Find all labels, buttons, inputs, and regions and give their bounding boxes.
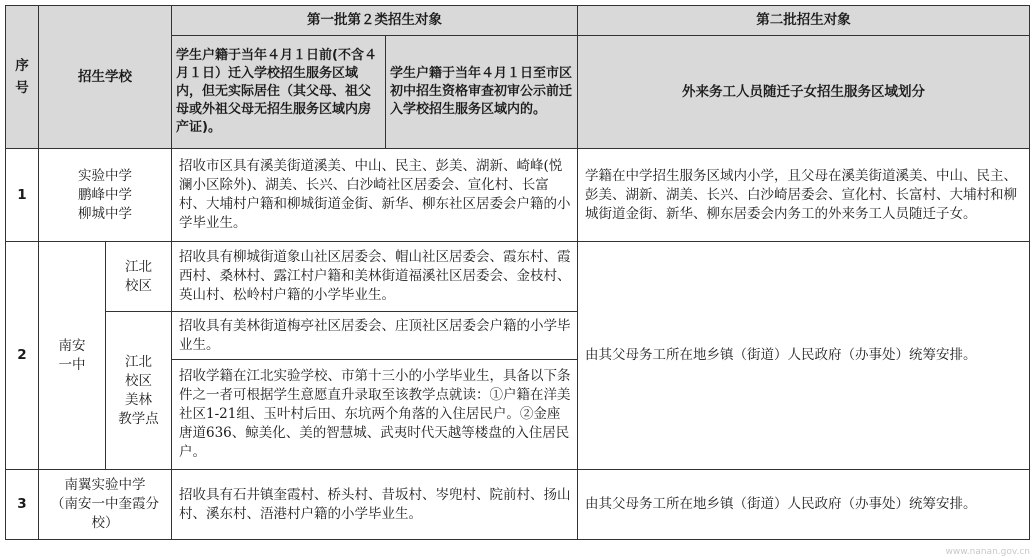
row-2-number: 2 [6,242,39,470]
row-2-batch1-meilin-direct: 招收学籍在江北实验学校、市第十三小的小学毕业生，具备以下条件之一者可根据学生意愿直升录取至该教学点就读：①户籍在洋美社区1-21组、玉叶村后田、东坑两个角落的入住居民户。②金座唐道636、鲸美化、美的智慧城、武夷时代天越等楼盘的入住居民户。 [172,360,578,470]
row-3-number: 3 [6,470,39,540]
header-school: 招生学校 [39,6,172,149]
row-2-batch1-jiangbei: 招收具有柳城街道象山社区居委会、帽山社区居委会、霞东村、霞西村、桑林村、露江村户籍和美林街道福溪社区居委会、金枝村、英山村、松岭村户籍的小学毕业生。 [172,242,578,312]
admission-table [5,5,1030,540]
row-1-school-text: 实验中学 鹏峰中学 柳城中学 [78,167,132,222]
header-seq-text: 序 号 [15,58,29,96]
row-2-campus-meilin-text: 江北 校区 美林 教学点 [118,353,159,427]
watermark: www.nanan.gov.cn [945,547,1030,557]
header-batch2: 第二批招生对象 [578,6,1030,36]
row-2-school-text: 南安 一中 [58,337,86,373]
row-1-school [39,149,172,242]
header-batch1-type2: 第一批第２类招生对象 [172,6,578,36]
row-3-batch1: 招收具有石井镇奎霞村、桥头村、昔坂村、岑兜村、院前村、扬山村、溪东村、浯港村户籍的小学毕业生。 [172,470,578,540]
row-2-campus-meilin [106,312,172,470]
row-2-campus-jiangbei [106,242,172,312]
row-2-school [39,242,106,470]
row-1-batch2: 学籍在中学招生服务区域内小学，且父母在溪美街道溪美、中山、民主、彭美、湖新、湖美、长兴、白沙崎居委会、宣化村、长富村、大埔村和柳城街道金街、新华、柳东居委会内务工的外来务工人员随迁子女。 [578,149,1030,242]
row-3-batch2: 由其父母务工所在地乡镇（街道）人民政府（办事处）统筹安排。 [578,470,1030,540]
row-1-number: 1 [6,149,39,242]
header-seq [6,6,39,149]
row-3-school-text: 南翼实验中学 （南安一中奎霞分校） [51,477,159,531]
row-1-batch1: 招收市区具有溪美街道溪美、中山、民主、彭美、湖新、崎峰(悦澜小区除外)、湖美、长兴、白沙崎社区居委会、宣化村、长富村、大埔村户籍和柳城街道金街、新华、柳东社区居委会户籍的小学毕业生。 [172,149,578,242]
row-2-batch1-meilin: 招收具有美林街道梅亭社区居委会、庄顶社区居委会户籍的小学毕业生。 [172,312,578,360]
row-3-school [39,470,172,540]
row-2-batch2: 由其父母务工所在地乡镇（街道）人民政府（办事处）统筹安排。 [578,242,1030,470]
header-col-migrant: 外来务工人员随迁子女招生服务区域划分 [578,36,1030,149]
header-col-before: 学生户籍于当年４月１日前(不含４月１日）迁入学校招生服务区域内，但无实际居住（其父母、祖父母或外祖父母无招生服务区域内房产证)。 [172,36,386,149]
header-col-after: 学生户籍于当年４月１日至市区初中招生资格审查初审公示前迁入学校招生服务区域内的。 [386,36,578,149]
row-2-campus-jiangbei-text: 江北 校区 [125,258,152,294]
